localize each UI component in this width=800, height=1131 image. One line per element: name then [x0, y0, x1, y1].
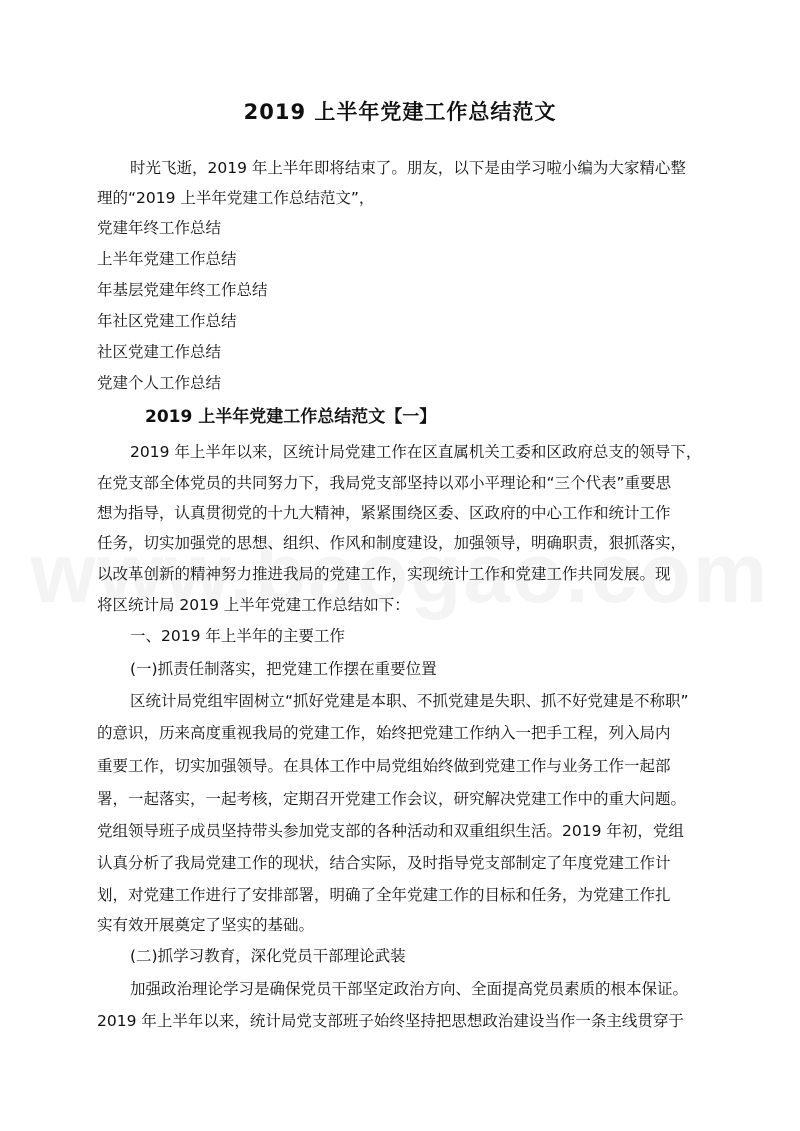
body-line: 加强政治理论学习是确保党员干部坚定政治方向、全面提高党员素质的根本保证。 [130, 980, 689, 998]
document-title: 2019 上半年党建工作总结范文 [243, 100, 557, 124]
intro-line: 时光飞逝，2019 年上半年即将结束了。朋友，以下是由学习啦小编为大家精心整 [130, 159, 686, 177]
related-link[interactable]: 党建个人工作总结 [97, 374, 222, 392]
body-line: 重要工作，切实加强领导。在具体工作中局党组始终做到党建工作与业务工作一起部 [97, 757, 671, 775]
body-line: 署，一起落实，一起考核，定期召开党建工作会议，研究解决党建工作中的重大问题。 [97, 790, 687, 808]
body-line: 党组领导班子成员坚持带头参加党支部的各种活动和双重组织生活。2019 年初，党组 [97, 822, 684, 840]
body-line: 2019 年上半年以来，区统计局党建工作在区直属机关工委和区政府总支的领导下， [130, 443, 702, 461]
related-link[interactable]: 年基层党建年终工作总结 [97, 281, 268, 299]
body-line: 的意识，历来高度重视我局的党建工作，始终把党建工作纳入一把手工程，列入局内 [97, 724, 671, 742]
section-heading: 2019 上半年党建工作总结范文【一】 [145, 407, 437, 427]
body-line: 实有效开展奠定了坚实的基础。 [97, 916, 315, 934]
related-link[interactable]: 上半年党建工作总结 [97, 250, 237, 268]
body-line: 想为指导，认真贯彻党的十九大精神，紧紧围绕区委、区政府的中心工作和统计工作 [97, 504, 671, 522]
body-line: 以改革创新的精神努力推进我局的党建工作，实现统计工作和党建工作共同发展。现 [97, 565, 671, 583]
body-line: 任务，切实加强党的思想、组织、作风和制度建设，加强领导，明确职责，狠抓落实， [97, 534, 687, 552]
body-line: 区统计局党组牢固树立“抓好党建是本职、不抓党建是失职、抓不好党建是不称职” [130, 692, 689, 710]
related-link[interactable]: 社区党建工作总结 [97, 343, 222, 361]
intro-line: 理的“2019 上半年党建工作总结范文”， [97, 189, 375, 207]
body-line: 将区统计局 2019 上半年党建工作总结如下： [97, 596, 410, 614]
related-link[interactable]: 党建年终工作总结 [97, 219, 222, 237]
body-line: 划，对党建工作进行了安排部署，明确了全年党建工作的目标和任务，为党建工作扎 [97, 886, 671, 904]
related-link[interactable]: 年社区党建工作总结 [97, 312, 237, 330]
body-line: 认真分析了我局党建工作的现状，结合实际，及时指导党支部制定了年度党建工作计 [97, 854, 671, 872]
body-line: (二)抓学习教育，深化党员干部理论武装 [130, 947, 406, 965]
body-line: 一、2019 年上半年的主要工作 [130, 627, 345, 645]
body-line: (一)抓责任制落实，把党建工作摆在重要位置 [130, 660, 437, 678]
body-line: 2019 年上半年以来，统计局党支部班子始终坚持把思想政治建设当作一条主线贯穿于 [97, 1012, 684, 1030]
body-line: 在党支部全体党员的共同努力下，我局党支部坚持以邓小平理论和“三个代表”重要思 [97, 474, 672, 492]
